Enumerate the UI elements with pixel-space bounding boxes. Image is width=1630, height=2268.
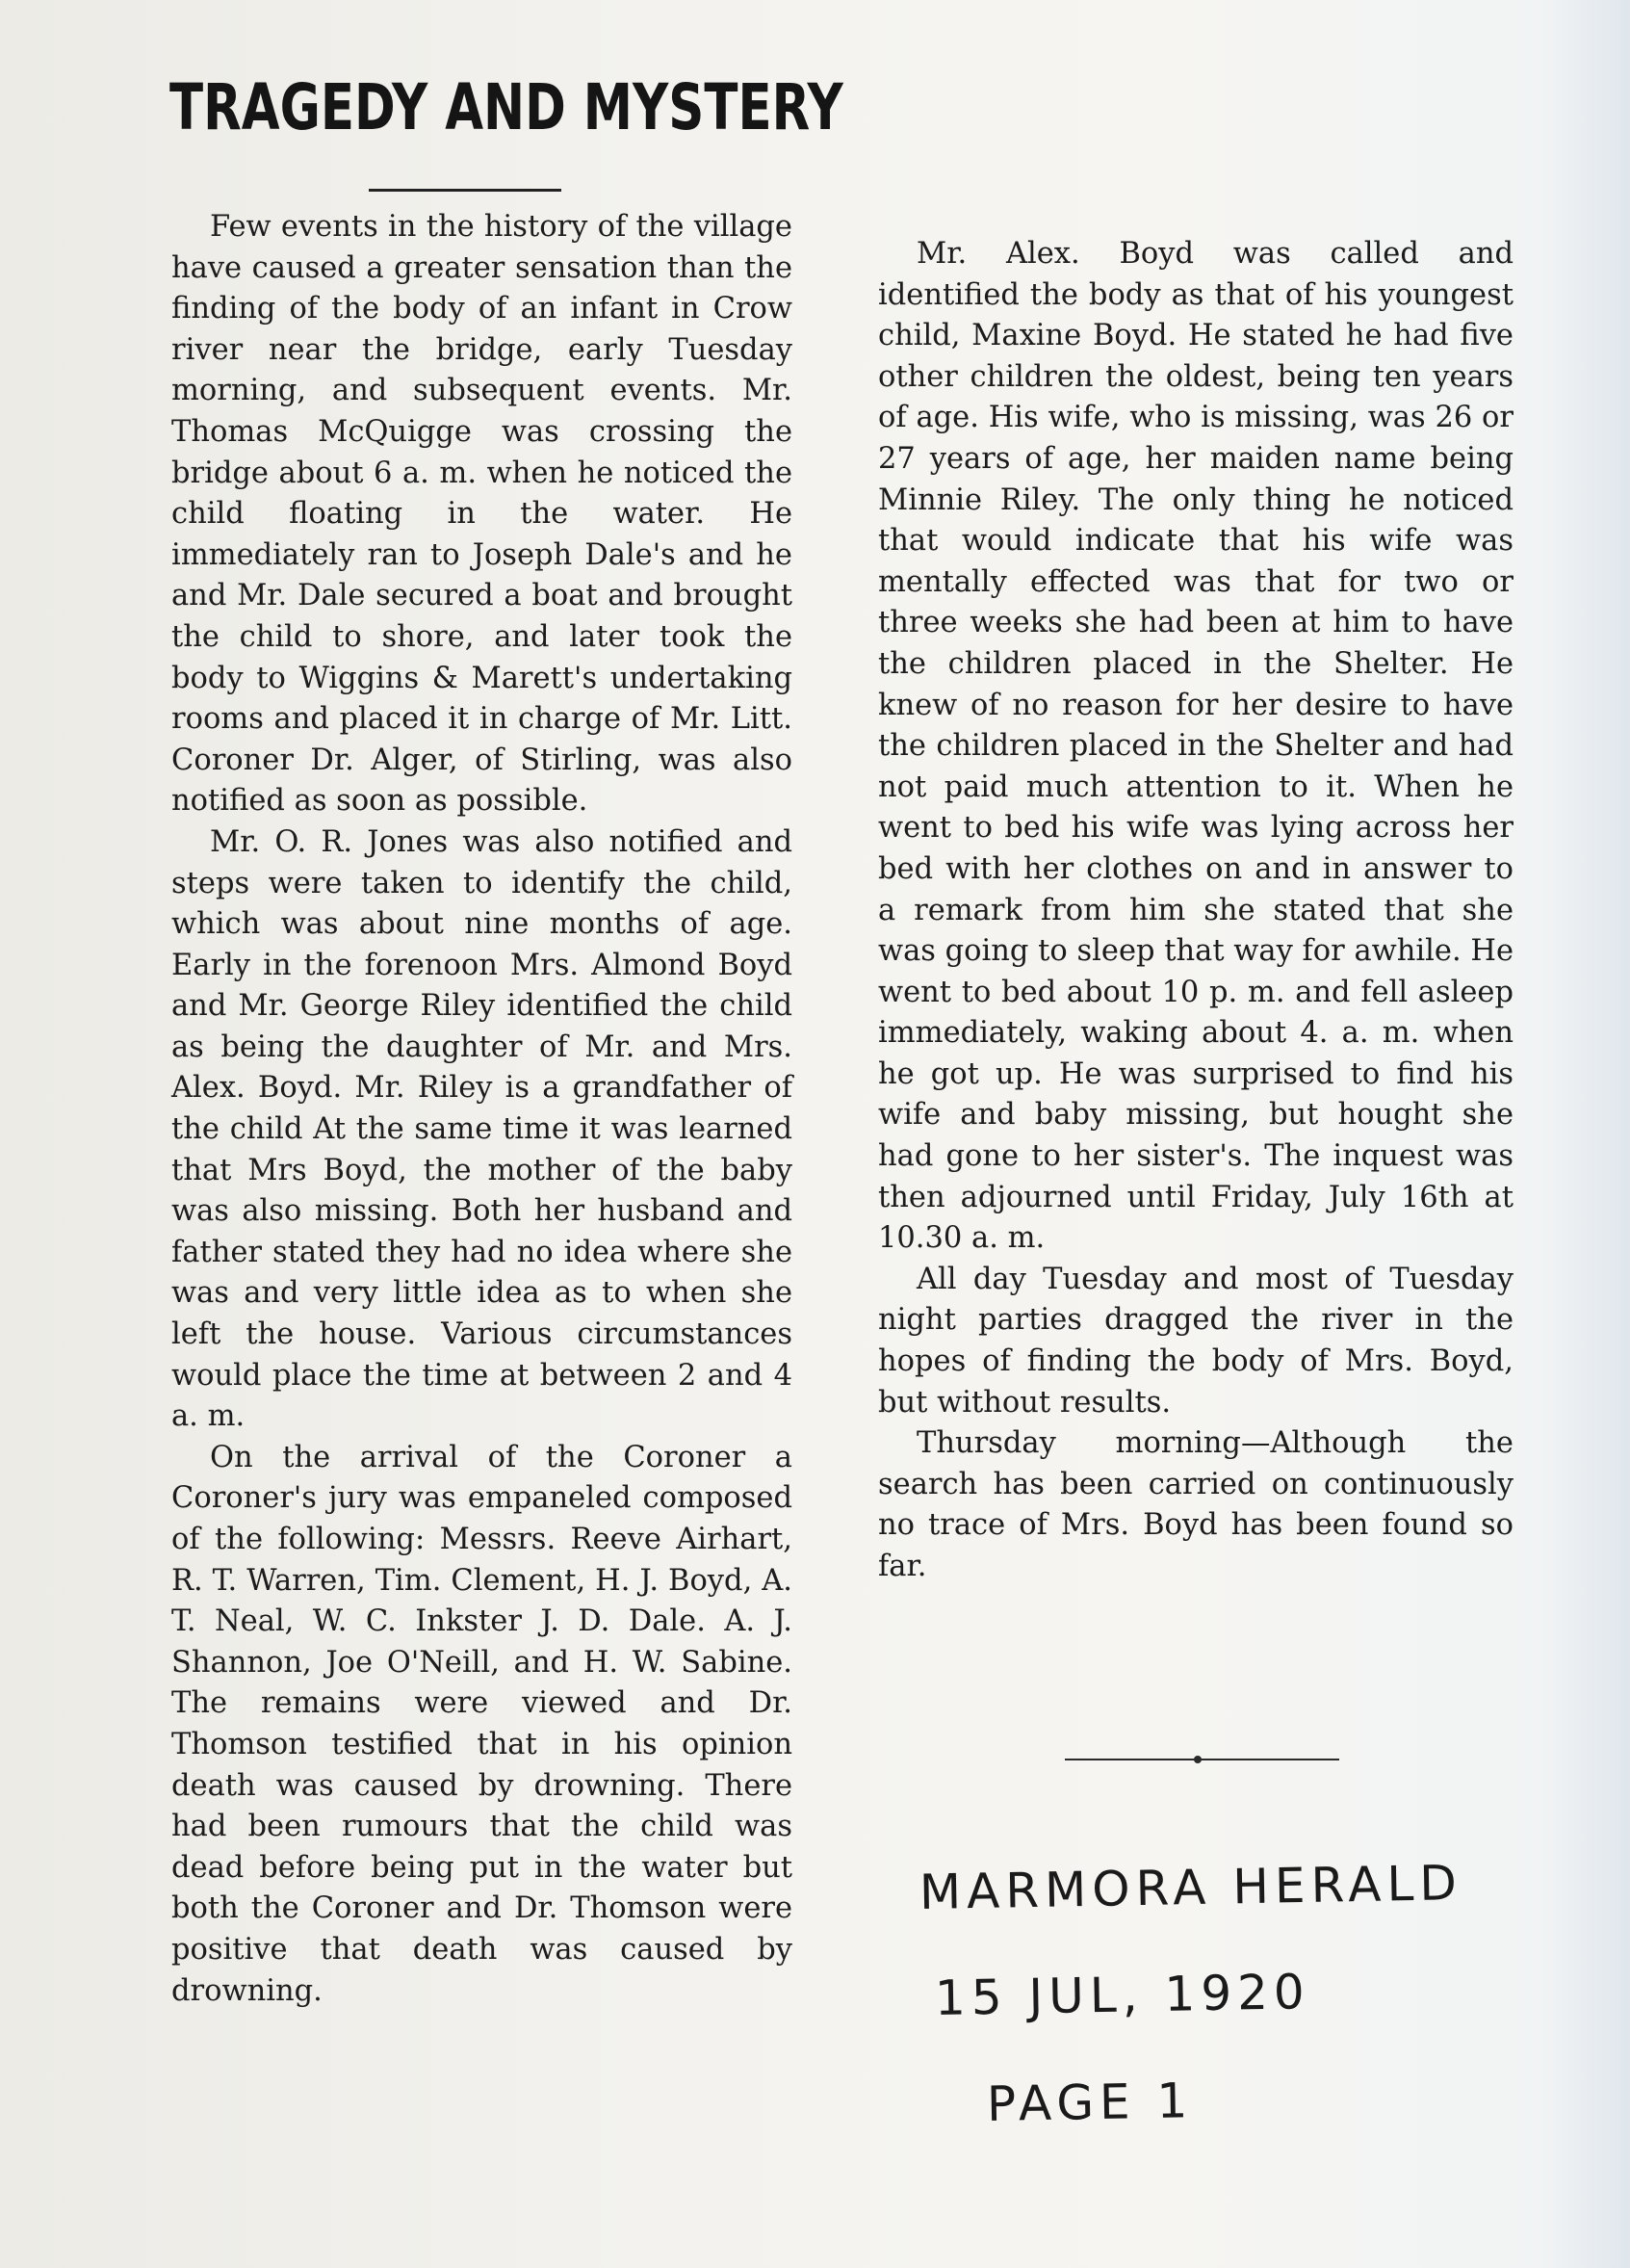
source-page: PAGE 1 — [986, 2072, 1194, 2132]
paragraph: Mr. Alex. Boyd was called and identified the body as that of his youngest child, Maxine Boyd. He stated he had five other children the oldest, being ten years of age. His wife, who is missing, was 26 or 27 years of age, her maiden name being Minnie Riley. The only thing he noticed that would indicate that his wife was mentally effected was that for two or three weeks she had been at him to have the children placed in the Shelter. He knew of no reason for her desire to have the children placed in the Shelter and had not paid much attention to it. When he went to bed his wife was lying across her bed with her clothes on and in answer to a remark from him she stated that she was going to sleep that way for awhile. He went to bed about 10 p. m. and fell asleep immediately, waking about 4. a. m. when he got up. He was surprised to find his wife and baby missing, but hought she had gone to her sister's. The inquest was then adjourned until Friday, July 16th at 10.30 a. m. — [878, 237, 1514, 1256]
paragraph: Mr. O. R. Jones was also notified and steps were taken to identify the child, which was about nine months of age. Early in the forenoon Mrs. Almond Boyd and Mr. George Riley identified the child as being the daughter of Mr. and Mrs. Alex. Boyd. Mr. Riley is a grandfather of the child At the same time it was learned that Mrs Boyd, the mother of the baby was also missing. Both her husband and father stated they had no idea where she was and very little idea as to when she left the house. Various circumstances would place the time at between 2 and 4 a. m. — [171, 824, 792, 1434]
source-date: 15 JUL, 1920 — [934, 1964, 1311, 2026]
paragraph: Few events in the history of the village have caused a greater sensation than the finding of the body of an infant in Crow river near the bridge, early Tuesday morning, and subsequent events. Mr. Thomas McQuigge was crossing the bridge about 6 a. m. when he noticed the child floating in the water. He immediately ran to Joseph Dale's and he and Mr. Dale secured a boat and brought the child to shore, and later took the body to Wiggins & Marett's undertaking rooms and placed it in charge of Mr. Litt. Coroner Dr. Alger, of Stirling, was also notified as soon as possible. — [171, 210, 792, 819]
paragraph: On the arrival of the Coroner a Coroner's jury was empaneled composed of the following: Messrs. Reeve Airhart, R. T. Warren, Tim. Clement, H. J. Boyd, A. T. Neal, W. C. Inkster J. D. Dale. A. J. Shannon, Joe O'Neill, and H. W. Sabine. The remains were viewed and Dr. Thomson testified that in his opinion death was caused by drowning. There had been rumours that the child was dead before being put in the water but both the Coroner and Dr. Thomson were positive that death was caused by drowning. — [171, 1440, 792, 2008]
paragraph: All day Tuesday and most of Tuesday night parties dragged the river in the hopes of finding the body of Mrs. Boyd, but without results. — [878, 1262, 1514, 1420]
handwritten-source-note — [919, 1839, 1516, 2157]
article-column-left — [171, 207, 792, 2012]
scan-edge-shadow — [1543, 0, 1630, 2268]
article-headline: TRAGEDY AND MYSTERY — [169, 70, 843, 144]
article-column-right — [878, 234, 1514, 1588]
paragraph: Thursday morning—Although the search has been carried on continuously no trace of Mrs. Boyd has been found so far. — [878, 1426, 1514, 1583]
article-end-rule — [1065, 1759, 1339, 1760]
headline-rule — [369, 189, 561, 192]
source-newspaper: MARMORA HERALD — [918, 1855, 1463, 1920]
rule-dot — [1194, 1756, 1202, 1763]
